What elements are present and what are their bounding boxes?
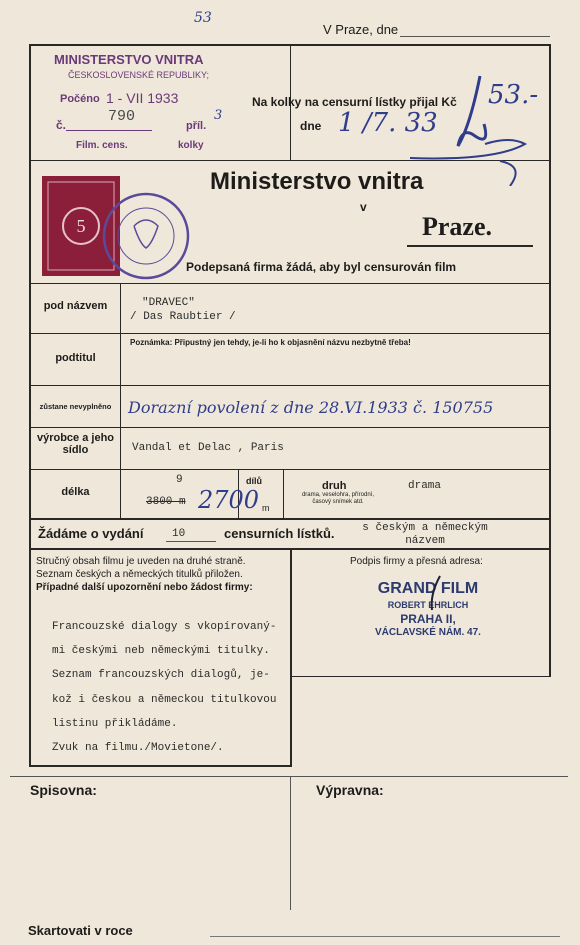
genre-value: drama (408, 480, 442, 492)
row-rule-6 (29, 518, 551, 520)
stamp-attachments-label: příl. (186, 120, 207, 132)
blank-value: Dorazní povolení z dne 28.VI.1933 č. 150755 (128, 398, 494, 417)
signature-owner: ROBERT EHRLICH (387, 600, 469, 610)
stamp-date-value: 1 - VII 1933 (106, 90, 179, 106)
summary-left (29, 548, 31, 766)
length-label: délka (61, 486, 90, 498)
title-city: Praze. (422, 212, 493, 241)
request-text-before: Žádáme o vydání (38, 526, 144, 541)
stamp-number-value: 790 (108, 108, 136, 125)
subtitle-note: Poznámka: Připustný jen tehdy, je-li ho k objasnění názvu nezbytně třeba! (130, 338, 411, 347)
bottom-rule (10, 776, 568, 777)
signature-company: GRAND FILM (377, 580, 479, 597)
summary-typed-1: Francouzské dialogy s vkopírovaný- (52, 621, 277, 633)
name-value-2: / Das Raubtier / (130, 311, 236, 323)
date-line (400, 36, 550, 37)
summary-typed-4: kož i českou a německou titulkovou (52, 694, 277, 706)
length-new: 2700 (198, 486, 260, 514)
stamp-stamps-label: kolky (178, 140, 204, 151)
registry-label: Spisovna: (30, 782, 97, 798)
summary-right (290, 548, 292, 766)
label-column (120, 283, 121, 519)
row-rule-2 (29, 333, 551, 334)
request-text-after: censurních lístků. (224, 526, 335, 541)
stamp-department: Film. cens. (76, 140, 128, 151)
place-date-label: V Praze, dne (323, 22, 399, 37)
stamp-attachments-value: 3 (214, 108, 223, 123)
genre-label: druh (322, 480, 347, 492)
row-rule-4 (29, 427, 551, 428)
dispatch-label: Výpravna: (316, 782, 384, 798)
stamps-date-label: dne (300, 119, 322, 133)
title-preposition: v (360, 200, 367, 214)
summary-typed-6: Zvuk na filmu./Movietone/. (52, 742, 224, 754)
request-heading: Podepsaná firma žádá, aby byl censurován film (186, 260, 457, 274)
summary-line1: Stručný obsah filmu je uveden na druhé straně. (36, 556, 246, 567)
bottom-divider (290, 776, 291, 910)
genre-divider (283, 470, 284, 518)
summary-line3: Případné další upozornění nebo žádost firmy: (36, 582, 253, 593)
svg-text:5: 5 (76, 216, 86, 236)
row-rule-1 (29, 283, 551, 284)
row-rule-5 (29, 469, 551, 470)
length-old: 3800 m (146, 496, 186, 508)
summary-typed-3: Seznam francouzských dialogů, je- (52, 669, 270, 681)
stamp-line1: MINISTERSTVO VNITRA (54, 52, 204, 67)
signature-city: PRAHA II, (400, 612, 456, 626)
name-value-1: "DRAVEC" (142, 297, 195, 309)
name-label: pod názvem (43, 300, 108, 312)
summary-typed-2: mi českými neb německými titulky. (52, 645, 270, 657)
revenue-stamp-icon (40, 172, 200, 282)
frame-right (549, 44, 551, 676)
stamp-date-label: Počéno (60, 93, 100, 105)
stamp-line2: ČESKOSLOVENSKÉ REPUBLIKY; (68, 70, 209, 80)
producer-value: Vandal et Delac , Paris (132, 442, 284, 454)
stamp-number-line (66, 130, 152, 131)
request-count-line (166, 541, 216, 542)
stamps-date-value: 1 /7. 33 (338, 108, 438, 138)
length-unit: m (262, 503, 270, 513)
summary-bottom (29, 765, 292, 767)
frame-left (29, 44, 31, 549)
signature-street: VÁCLAVSKÉ NÁM. 47. (375, 627, 481, 638)
summary-line2: Seznam českých a německých titulků přiložen. (36, 569, 243, 580)
genre-note: drama, veselohra, přírodní, časový snímek atd. (301, 492, 375, 505)
subtitle-label: podtitul (55, 352, 96, 364)
request-languages: s českým a německým názvem (362, 522, 488, 547)
discard-label: Skartovati v roce (28, 923, 133, 938)
discard-line (210, 936, 560, 937)
summary-typed-5: listinu přikládáme. (52, 718, 178, 730)
stamps-amount: 53.- (488, 80, 539, 110)
pencil-number: 53 (194, 10, 212, 26)
title-underline (407, 245, 533, 247)
parts-label: dílů (246, 476, 262, 486)
request-count: 10 (172, 528, 186, 540)
signature-pen-icon (380, 574, 490, 614)
signature-label: Podpis firmy a přesná adresa: (350, 556, 483, 567)
row-rule-3 (29, 385, 551, 386)
signature-bottom (290, 676, 551, 677)
parts-value: 9 (176, 474, 183, 486)
stamps-received-text: Na kolky na censurní lístky přijal Kč (252, 95, 457, 109)
producer-label: výrobce a jeho sídlo (36, 432, 115, 456)
title-ministry: Ministerstvo vnitra (210, 168, 424, 195)
stamp-number-prefix: č. (56, 118, 67, 132)
blank-label: zůstane nevyplněno (39, 402, 112, 411)
